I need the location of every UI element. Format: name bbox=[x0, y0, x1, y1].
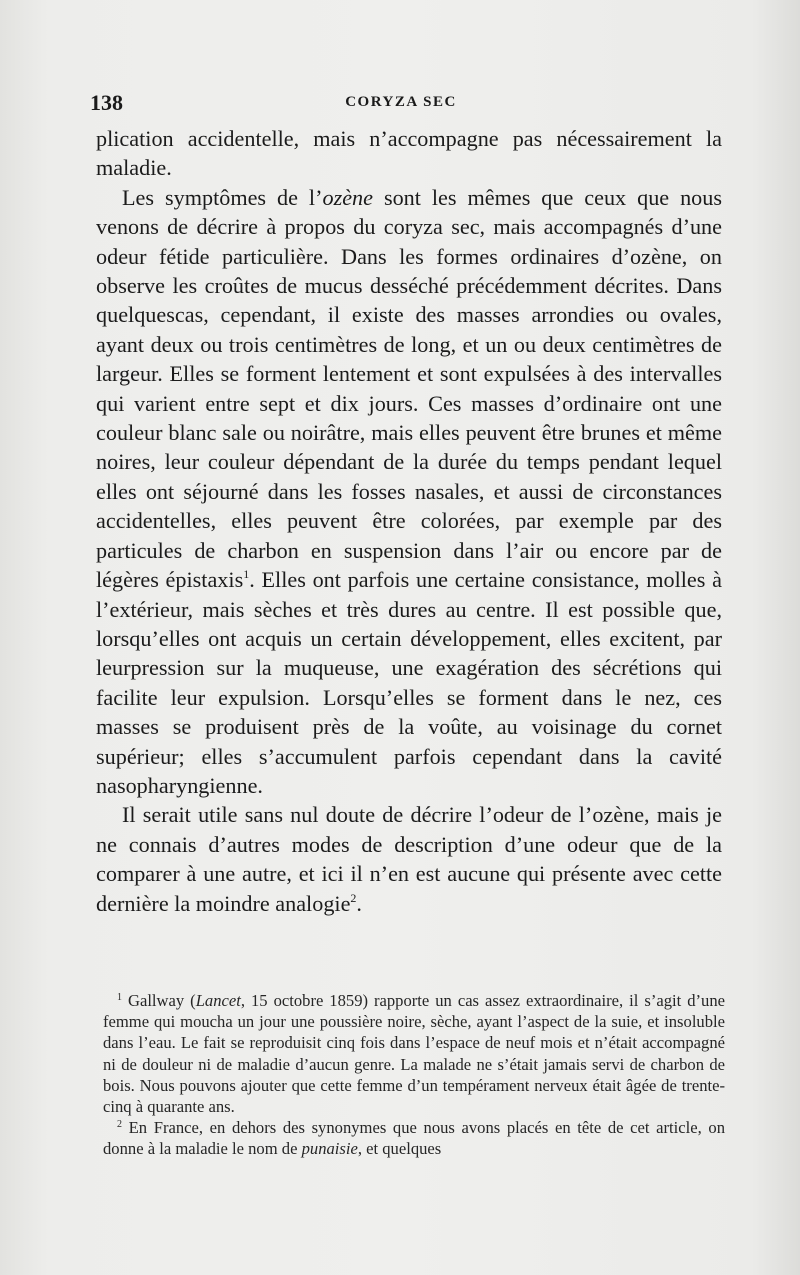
footnote-marker-2: 2 bbox=[117, 1119, 122, 1131]
term-ozene: ozène bbox=[322, 184, 373, 210]
paragraph-1: plication accidentelle, mais n’accompagne pas nécessairement la maladie. bbox=[96, 126, 722, 181]
paragraph-2: Les symptômes de l’ozène sont les mêmes que ceux que nous venons de décrire à propos du coryza sec, mais accompagnés d’une odeur fétide particulière. Dans les formes ordinaires d’ozène, on observe les croûtes de mucus desséché précédemment décrites. Dans quelquescas, cependant, il existe des masses arrondies ou ovales, ayant deux ou trois centimètres de long, et un ou deux centimètres de largeur. Elles se forment lentement et sont expulsées à des intervalles qui varient entre sept et dix jours. Ces masses d’ordinaire ont une couleur blanc sale ou noirâtre, mais elles peuvent être brunes et même noires, leur couleur dépendant de la durée du temps pendant lequel elles ont séjourné dans les fosses nasales, et aussi de circonstances accidentelles, elles peuvent être colorées, par exemple par des particules de charbon en suspension dans l’air ou encore par de légères épistaxis$^1$. Elles ont parfois une certaine consistance, molles à l’extérieur, mais sèches et très dures au centre. Il est possible que, lorsqu’elles ont acquis un certain développement, elles excitent, par leurpression sur la muqueuse, une exagération des sécrétions qui facilite leur expulsion. Lorsqu’elles se forment dans le nez, ces masses se produisent près de la voûte, au voisinage du cornet supérieur; elles s’accumulent parfois cependant dans la cavité nasopharyngienne. bbox=[96, 184, 722, 798]
term-punaisie: punaisie bbox=[301, 1139, 358, 1159]
footnote-ref-1: 1 bbox=[243, 567, 250, 582]
footnote-1: $^1$ Gallway (Lancet, 15 octobre 1859) rapporte un cas assez extraordinaire, il s’agit d’une femme qui moucha un jour une poussière noire, sèche, ayant l’aspect de la suie, et insoluble dans l’eau. Le fait se reproduisit cinq fois dans l’espace de neuf mois et n’était accompagné ni de douleur ni de maladie d’aucun genre. La malade ne s’était jamais servi de charbon de bois. Nous pouvons ajouter que cette femme d’un tempérament nerveux était âgée de trente-cinq à quarante ans. bbox=[103, 991, 725, 1117]
journal-name: Lancet bbox=[195, 991, 241, 1010]
page-header bbox=[90, 90, 712, 120]
footnote-marker-1: 1 bbox=[117, 992, 122, 1003]
footnote-ref-2: 2 bbox=[350, 890, 357, 905]
running-head: CORYZA SEC bbox=[345, 94, 457, 110]
page-number: 138 bbox=[90, 90, 123, 115]
main-text bbox=[96, 124, 722, 918]
paragraph-3: Il serait utile sans nul doute de décrire l’odeur de l’ozène, mais je ne connais d’autres modes de description d’une odeur que de la comparer à une autre, et ici il n’en est aucune qui présente avec cette dernière la moindre analogie$^2$. bbox=[96, 802, 722, 916]
footnotes bbox=[103, 990, 725, 1160]
footnote-2: $^2$ En France, en dehors des synonymes que nous avons placés en tête de cet article, on donne à la maladie le nom de punaisie, et quelques bbox=[103, 1118, 725, 1159]
